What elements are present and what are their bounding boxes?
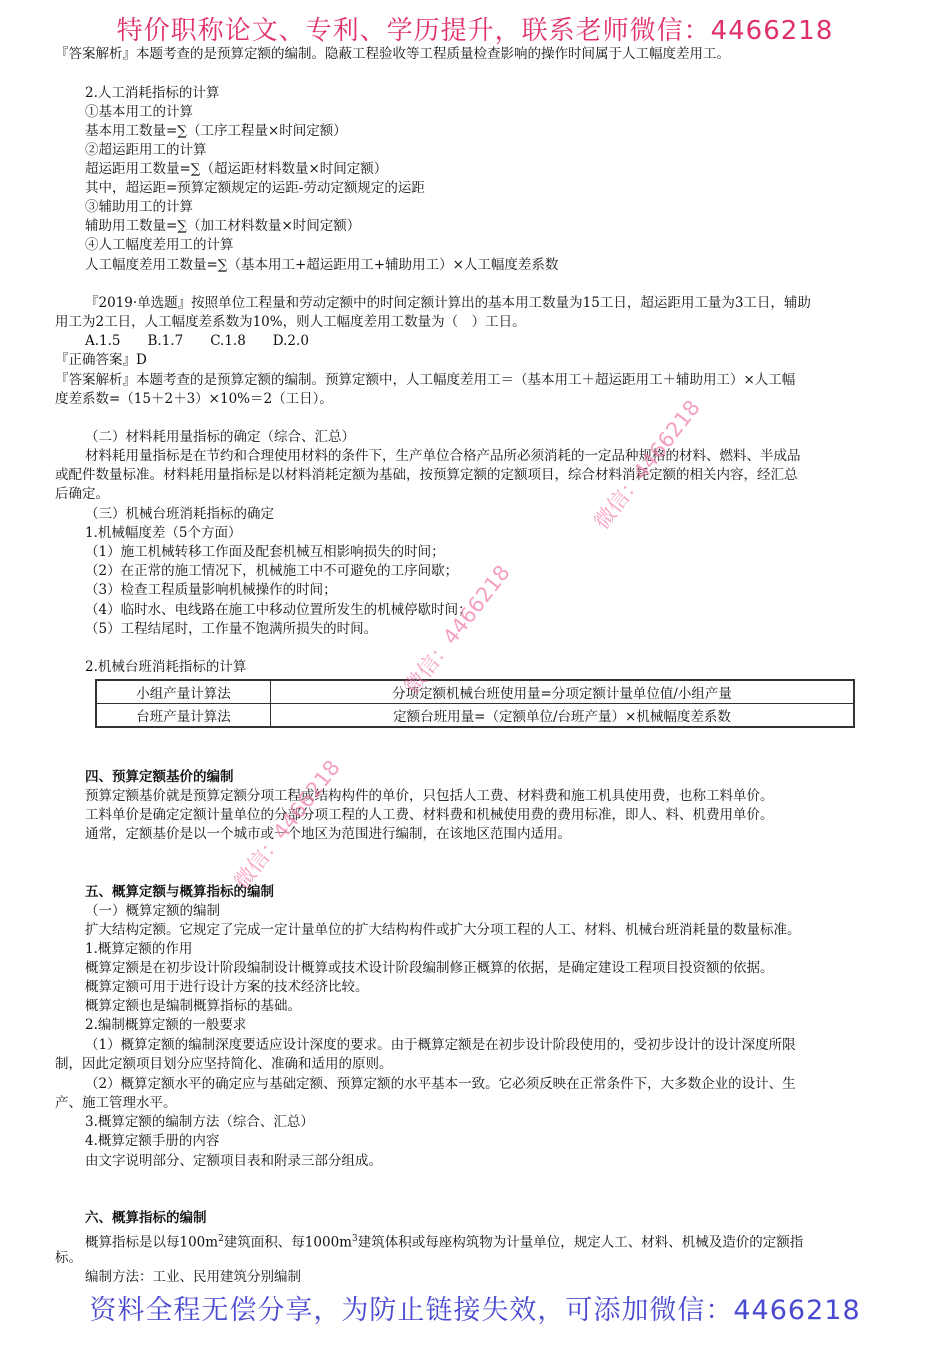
- watermark: 微信：4466218: [589, 395, 705, 534]
- text-line: 4.概算定额手册的内容: [85, 1133, 220, 1149]
- paragraph-line: 产、施工管理水平。: [55, 1095, 177, 1111]
- text-span: 概算指标是以每100m: [85, 1234, 219, 1251]
- question-options: A.1.5 B.1.7 C.1.8 D.2.0: [85, 333, 309, 349]
- text-line: 2.编制概算定额的一般要求: [85, 1017, 247, 1033]
- machine-shift-table: [95, 679, 855, 728]
- text-line: ①基本用工的计算: [85, 104, 193, 120]
- text-line: 3.概算定额的编制方法（综合、汇总）: [85, 1114, 314, 1130]
- watermark: 微信：4466218: [399, 560, 515, 699]
- bottom-banner: 资料全程无偿分享，为防止链接失效，可添加微信：4466218: [89, 1295, 861, 1326]
- formula-line: 基本用工数量=∑（工序工程量×时间定额）: [85, 123, 347, 139]
- paragraph-line: 工料单价是确定定额计量单位的分部分项工程的人工费、材料费和机械使用费的费用标准，即人、料、机费用单价。: [85, 807, 774, 823]
- paragraph-line: 后确定。: [55, 486, 109, 502]
- paragraph-line: 扩大结构定额。它规定了完成一定计量单位的扩大结构构件或扩大分项工程的人工、材料、机械台班消耗量的数量标准。: [85, 922, 801, 938]
- text-line: ③辅助用工的计算: [85, 199, 193, 215]
- list-item: （2）在正常的施工情况下，机械施工中不可避免的工序间歇；: [85, 563, 459, 579]
- text-span: 建筑面积、每1000m: [223, 1234, 352, 1251]
- list-item: （4）临时水、电线路在施工中移动位置所发生的机械停歇时间；: [85, 602, 472, 618]
- paragraph-line: 或配件数量标准。材料耗用量指标是以材料消耗定额为基础，按预算定额的定额项目，综合材料消耗定额的相关内容，经汇总: [55, 467, 798, 483]
- question-line: 『2019·单选题』按照单位工程量和劳动定额中的时间定额计算出的基本用工数量为15工日，超运距用工量为3工日，辅助: [85, 295, 811, 311]
- paragraph-line: 标。: [55, 1250, 82, 1266]
- table-cell: 定额台班用量=（定额单位/台班产量）×机械幅度差系数: [271, 704, 855, 728]
- watermark: 微信：4466218: [229, 755, 345, 894]
- formula-line: 辅助用工数量=∑（加工材料数量×时间定额）: [85, 218, 361, 234]
- formula-line: 超运距用工数量=∑（超运距材料数量×时间定额）: [85, 161, 388, 177]
- paragraph-line: 概算定额是在初步设计阶段编制设计概算或技术设计阶段编制修正概算的依据，是确定建设工程项目投资额的依据。: [85, 960, 774, 976]
- table-row: [96, 680, 854, 704]
- text-line: ④人工幅度差用工的计算: [85, 237, 234, 253]
- question-line: 用工为2工日，人工幅度差系数为10%，则人工幅度差用工数量为（ ）工日。: [55, 314, 526, 330]
- text-line: 编制方法：工业、民用建筑分别编制: [85, 1269, 301, 1285]
- text-span: 建筑体积或每座构筑物为计量单位，规定人工、材料、机械及造价的定额指: [357, 1234, 804, 1251]
- correct-answer: 『正确答案』D: [55, 352, 147, 368]
- table-cell: 分项定额机械台班使用量=分项定额计量单位值/小组产量: [271, 680, 855, 704]
- text-line: 1.概算定额的作用: [85, 941, 193, 957]
- table-cell: 小组产量计算法: [96, 680, 271, 704]
- paragraph-line: 概算定额也是编制概算指标的基础。: [85, 998, 301, 1014]
- text-line: 其中，超运距=预算定额规定的运距-劳动定额规定的运距: [85, 180, 425, 196]
- paragraph-line: 预算定额基价就是预算定额分项工程或结构构件的单价，只包括人工费、材料费和施工机具使用费，也称工料单价。: [85, 788, 774, 804]
- list-item: （1）施工机械转移工作面及配套机械互相影响损失的时间；: [85, 544, 445, 560]
- table-row: [96, 704, 854, 728]
- table-cell: 台班产量计算法: [96, 704, 271, 728]
- superscript: 2: [218, 1234, 224, 1244]
- answer-analysis-2: 『答案解析』本题考查的是预算定额的编制。预算定额中，人工幅度差用工＝（基本用工＋超运距用工＋辅助用工）×人工幅: [55, 372, 796, 388]
- list-item: （3）检查工程质量影响机械操作的时间；: [85, 582, 337, 598]
- paragraph-line: 材料耗用量指标是在节约和合理使用材料的条件下，生产单位合格产品所必须消耗的一定品种规格的材料、燃料、半成品: [85, 448, 801, 464]
- answer-analysis-2: 度差系数=（15＋2＋3）×10%＝2（工日）。: [55, 391, 333, 407]
- section-heading-6: 六、概算指标的编制: [85, 1210, 207, 1226]
- text-line: 2.机械台班消耗指标的计算: [85, 659, 247, 675]
- subsection-heading: （二）材料耗用量指标的确定（综合、汇总）: [85, 429, 355, 445]
- paragraph-line: 通常，定额基价是以一个城市或一个地区为范围进行编制，在该地区范围内适用。: [85, 826, 571, 842]
- superscript: 3: [351, 1234, 358, 1244]
- section-heading-4: 四、预算定额基价的编制: [85, 769, 234, 785]
- text-line: ②超运距用工的计算: [85, 142, 207, 158]
- subsection-heading: （一）概算定额的编制: [85, 903, 220, 919]
- top-banner: 特价职称论文、专利、学历提升，联系老师微信：4466218: [116, 16, 834, 46]
- paragraph-line: 制，因此定额项目划分应坚持简化、准确和适用的原则。: [55, 1056, 393, 1072]
- section-heading-5: 五、概算定额与概算指标的编制: [85, 884, 274, 900]
- paragraph-line: 概算定额可用于进行设计方案的技术经济比较。: [85, 979, 369, 995]
- subsection-heading: （三）机械台班消耗指标的确定: [85, 506, 274, 522]
- paragraph-line: 由文字说明部分、定额项目表和附录三部分组成。: [85, 1153, 382, 1169]
- formula-line: 人工幅度差用工数量=∑（基本用工+超运距用工+辅助用工）×人工幅度差系数: [85, 257, 559, 273]
- section-heading: 2.人工消耗指标的计算: [85, 85, 220, 101]
- paragraph-line: （2）概算定额水平的确定应与基础定额、预算定额的水平基本一致。它必须反映在正常条件下，大多数企业的设计、生: [85, 1076, 796, 1092]
- list-item: （5）工程结尾时，工作量不饱满所损失的时间。: [85, 621, 378, 637]
- paragraph-line: （1）概算定额的编制深度要适应设计深度的要求。由于概算定额是在初步设计阶段使用的，受初步设计的设计深度所限: [85, 1037, 796, 1053]
- text-line: 1.机械幅度差（5个方面）: [85, 525, 242, 541]
- paragraph-line: [85, 1230, 803, 1253]
- answer-analysis-1: 『答案解析』本题考查的是预算定额的编制。隐蔽工程验收等工程质量检查影响的操作时间属于人工幅度差用工。: [55, 46, 730, 62]
